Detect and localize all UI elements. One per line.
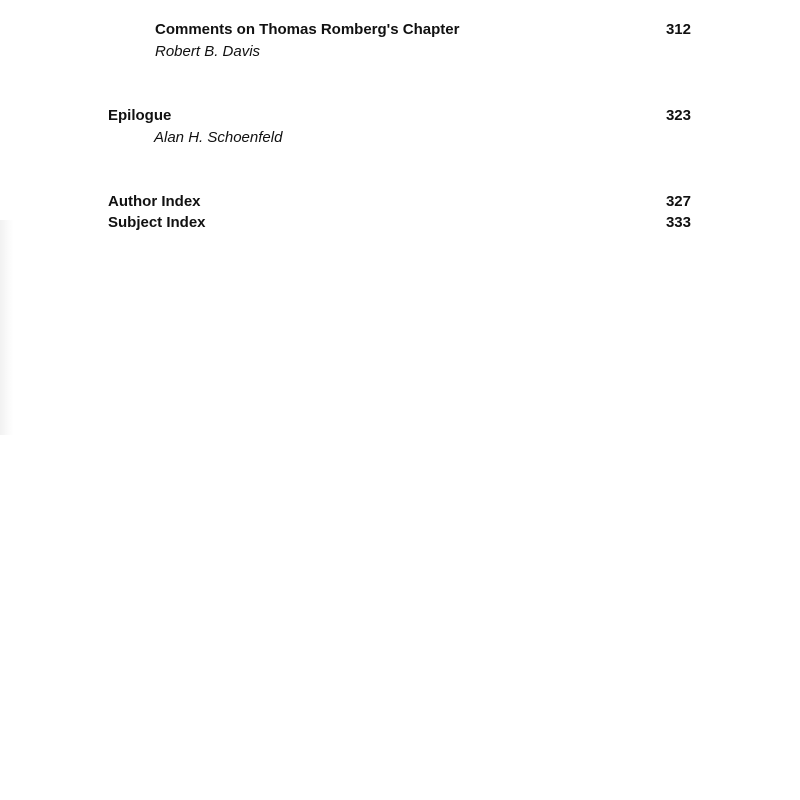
toc-entry-author: Robert B. Davis — [155, 43, 261, 60]
toc-entry-title: Subject Index — [108, 214, 206, 231]
toc-entry-page-number: 312 — [665, 21, 691, 38]
toc-entry-page-number: 323 — [665, 107, 691, 124]
toc-entry-title: Epilogue — [108, 107, 172, 124]
toc-entry-title: Author Index — [108, 193, 201, 210]
toc-entry-page-number: 327 — [665, 193, 691, 210]
scan-shadow-edge — [0, 220, 14, 435]
toc-entry-page-number: 333 — [665, 214, 691, 231]
toc-entry-author: Alan H. Schoenfeld — [154, 129, 283, 146]
toc-entry-title: Comments on Thomas Romberg's Chapter — [155, 21, 460, 38]
